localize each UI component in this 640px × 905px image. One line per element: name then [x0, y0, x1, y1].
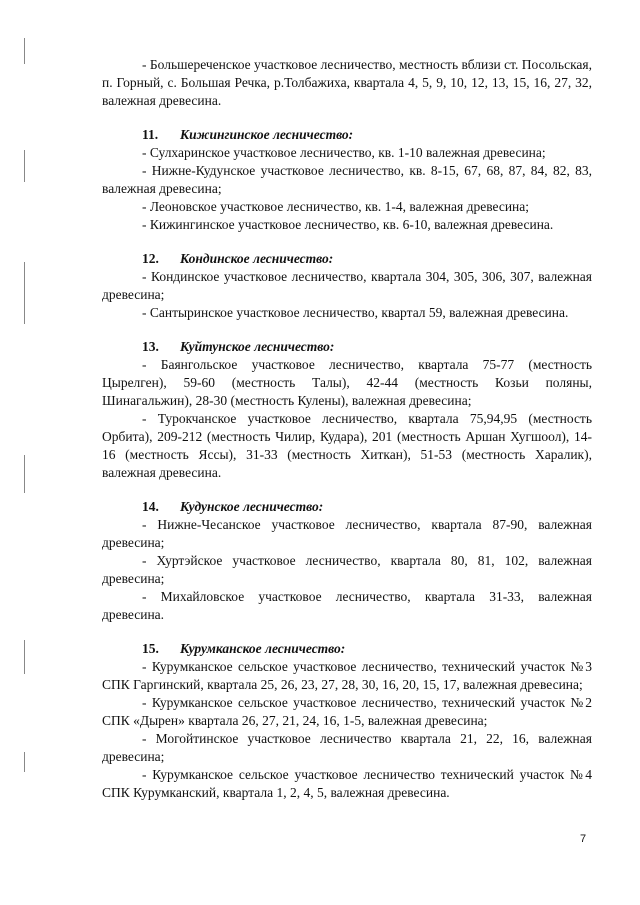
section-heading	[102, 250, 592, 268]
list-item: - Курумканское сельское участковое лесничество технический участок №4 СПК Курумканский, квартала 1, 2, 4, 5, валежная древесина.	[102, 767, 592, 800]
section-title: Кудунское лесничество:	[180, 499, 324, 514]
scan-edge-mark	[24, 38, 25, 64]
list-item: - Кондинское участковое лесничество, квартала 304, 305, 306, 307, валежная древесина;	[102, 269, 592, 302]
section-title: Куйтунское лесничество:	[180, 339, 335, 354]
list-item: - Баянгольское участковое лесничество, квартала 75-77 (местность Цырелген), 59-60 (местность Талы), 42-44 (местность Козьи поляны, Шинагальжин), 28-30 (местность Кулены), валежная древесина;	[102, 357, 592, 408]
section-12	[102, 250, 592, 322]
intro-paragraph: - Большереченское участковое лесничество, местность вблизи ст. Посольская, п. Горный, с. Большая Речка, р.Толбажиха, квартала 4, 5, 9, 10, 12, 13, 15, 16, 27, 32, валежная древесина.	[102, 57, 592, 108]
list-item: - Сулхаринское участковое лесничество, кв. 1-10 валежная древесина;	[142, 145, 546, 160]
section-number: 11.	[142, 127, 159, 142]
list-item: - Нижне-Кудунское участковое лесничество, кв. 8-15, 67, 68, 87, 84, 82, 83, валежная древесина;	[102, 163, 592, 196]
document-page	[102, 56, 592, 802]
page-number: 7	[580, 833, 587, 845]
section-number: 12.	[142, 251, 159, 266]
section-number: 14.	[142, 499, 159, 514]
list-item: - Турокчанское участковое лесничество, квартала 75,94,95 (местность Орбита), 209-212 (местность Чилир, Кудара), 201 (местность Аршан Хугшоол), 14-16 (местность Яссы), 31-33 (местность Хиткан), 51-53 (местность Харалик), валежная древесина.	[102, 411, 592, 480]
section-title: Кижингинское лесничество:	[180, 127, 354, 142]
list-item: - Михайловское участковое лесничество, квартала 31-33, валежная древесина.	[102, 589, 592, 622]
list-item: - Курумканское сельское участковое лесничество, технический участок №2 СПК «Дырен» квартала 26, 27, 21, 24, 16, 1-5, валежная древесина;	[102, 695, 592, 728]
list-item: - Леоновское участковое лесничество, кв. 1-4, валежная древесина;	[142, 199, 530, 214]
scan-edge-mark	[24, 150, 25, 182]
list-item: - Кижингинское участковое лесничество, кв. 6-10, валежная древесина.	[142, 217, 554, 232]
section-11	[102, 126, 592, 234]
section-number: 13.	[142, 339, 159, 354]
section-title: Курумканское лесничество:	[180, 641, 346, 656]
section-heading	[102, 498, 592, 516]
list-item: - Могойтинское участковое лесничество квартала 21, 22, 16, валежная древесина;	[102, 731, 592, 764]
section-13	[102, 338, 592, 482]
section-heading	[102, 640, 592, 658]
list-item: - Курумканское сельское участковое лесничество, технический участок №3 СПК Гаргинский, квартала 25, 26, 23, 27, 28, 30, 16, 20, 15, 17, валежная древесина;	[102, 659, 592, 692]
section-heading	[102, 338, 592, 356]
section-title: Кондинское лесничество:	[180, 251, 334, 266]
list-item: - Сантыринское участковое лесничество, квартал 59, валежная древесина.	[142, 305, 569, 320]
list-item: - Хуртэйское участковое лесничество, квартала 80, 81, 102, валежная древесина;	[102, 553, 592, 586]
scan-edge-mark	[24, 262, 25, 324]
section-heading	[102, 126, 592, 144]
scan-edge-mark	[24, 640, 25, 674]
section-number: 15.	[142, 641, 159, 656]
section-15	[102, 640, 592, 802]
scan-edge-mark	[24, 752, 25, 772]
list-item: - Нижне-Чесанское участковое лесничество, квартала 87-90, валежная древесина;	[102, 517, 592, 550]
scan-edge-mark	[24, 455, 25, 493]
section-14	[102, 498, 592, 624]
